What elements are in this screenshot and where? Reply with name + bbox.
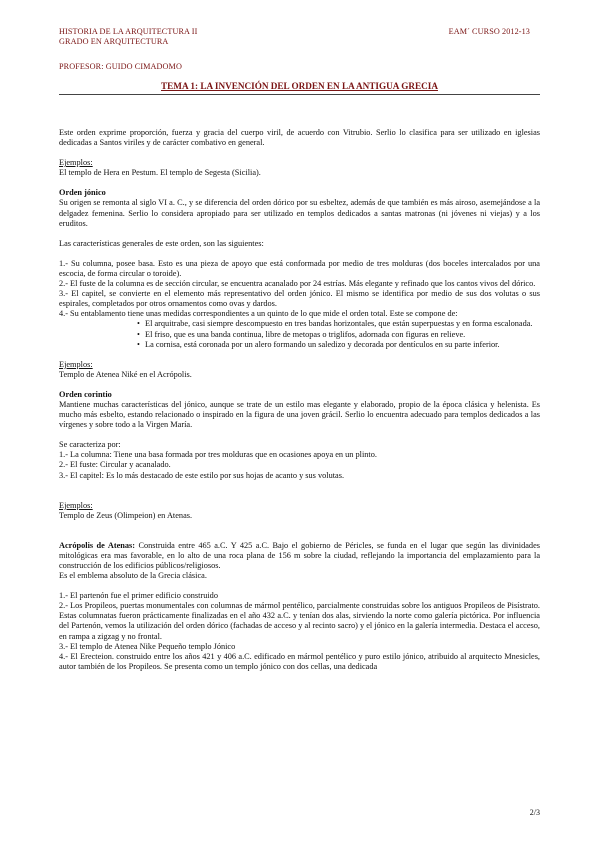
corinthian-intro: Mantiene muchas características del jónico, aunque se trate de un estilo mas elegante y elaborado, propio de la época clásica y helenista. Es mucho más esbelto, estando relacionado o inspirado en la figura de una joven grácil. Serlio lo encuentra adecuado para templos dedicados a las vírgenes y sobre todo a la Virgen María. [59, 399, 540, 430]
ionic-examples: Templo de Atenea Niké en el Acrópolis. [59, 369, 192, 379]
doric-examples-label: Ejemplos: [59, 158, 93, 168]
ionic-characteristics-intro: Las características generales de este orden, son las siguientes: [59, 238, 264, 248]
header-professor: PROFESOR: GUIDO CIMADOMO [59, 62, 182, 71]
header-school-year: EAM´ CURSO 2012-13 [448, 27, 530, 36]
ionic-item-1: 1.- Su columna, posee basa. Esto es una pieza de apoyo que está conformada por medio de tres molduras (dos boceles intercalados por una escocia, de forma circular o toroide). [59, 258, 540, 278]
corinthian-examples-label: Ejemplos: [59, 500, 93, 510]
title-rule [59, 94, 540, 95]
acropolis-item-2: 2.- Los Propileos, puertas monumentales con columnas de mármol pentélico, parcialmente construidas sobre los antiguos Propileos de Pisístrato. Estas columnatas fueron prácticamente finalizadas en el año 432 a.C. y tenían dos alas, sirviendo la norte como galería pictórica. Por influencia del Partenón, vemos la utilización del orden dórico (fachadas de acceso y al recinto sacro) y el jónico en la galería intermedia. Destaca el acceso, en rampa a zigzag y no frontal. [59, 601, 540, 641]
bullet-frieze: • El friso, que es una banda continua, libre de metopas o triglifos, adornada con figuras en relieve. [137, 330, 540, 340]
corinthian-characteristics-intro: Se caracteriza por: [59, 440, 121, 450]
page-title: TEMA 1: LA INVENCIÓN DEL ORDEN EN LA ANTIGUA GRECIA [161, 81, 438, 91]
corinthian-item-2: 2.- El fuste: Circular y acanalado. [59, 460, 171, 470]
entablature-bullet-list [59, 319, 540, 349]
header-course-info [59, 27, 197, 47]
corinthian-examples: Templo de Zeus (Olimpeion) en Atenas. [59, 510, 193, 520]
ionic-item-4: 4.- Su entablamento tiene unas medidas correspondientes a un quinto de lo que mide el orden total. Este se compone de: [59, 309, 458, 319]
bullet-architrave: • El arquitrabe, casi siempre descompuesto en tres bandas horizontales, que están superpuestas y en forma escalonada. [137, 319, 540, 329]
ionic-intro: Su origen se remonta al siglo VI a. C., y se diferencia del orden dórico por su esbeltez, además de que también es más airoso, asemejándose a la delgadez femenina. Serlio lo considera apropiado para ser utilizado en templos dedicados a santas matronas (ni jóvenes ni viejas) y a los eruditos. [59, 198, 540, 228]
header-subject: HISTORIA DE LA ARQUITECTURA II [59, 27, 198, 36]
corinthian-item-3: 3.- El capitel: Es lo más destacado de este estilo por sus hojas de acanto y sus volutas. [59, 470, 345, 480]
document-body [59, 128, 540, 672]
acropolis-heading: Acrópolis de Atenas: [59, 540, 136, 550]
acropolis-item-4: 4.- El Erecteion. construido entre los años 421 y 406 a.C. edificado en mármol pentélico y puro estilo jónico, atribuido al arquitecto Mnesicles, autor también de los Propileos. Se presenta como un templo jónico con dos cellas, una dedicada [59, 651, 540, 671]
ionic-examples-label: Ejemplos: [59, 359, 93, 369]
ionic-heading: Orden jónico [59, 188, 106, 198]
acropolis-intro: Construida entre 465 a.C. Y 425 a.C. Bajo el gobierno de Péricles, se funda en el lugar que según las divinidades mitológicas era mas favorable, en lo alto de una roca plana de 156 m sobre la ciudad, reflejando la importancia del emplazamiento para la construcción de los edificios públicos/religiosos. [59, 540, 540, 570]
acropolis-item-1: 1.- El partenón fue el primer edificio construido [59, 591, 218, 601]
acropolis-intro-paragraph [59, 541, 540, 571]
header-degree: GRADO EN ARQUITECTURA [59, 37, 169, 46]
corinthian-heading: Orden corintio [59, 389, 112, 399]
ionic-item-3: 3.- El capitel, se convierte en el elemento más representativo del orden jónico. El mismo se identifica por medio de sus dos volutas o sus espirales, completados por otros ornamentos como ovas y dardos. [59, 289, 540, 309]
acropolis-item-3: 3.- El templo de Atenea Nike Pequeño templo Jónico [59, 641, 236, 651]
doric-examples: El templo de Hera en Pestum. El templo de Segesta (Sicilia). [59, 168, 261, 178]
acropolis-emblem: Es el emblema absoluto de la Grecia clásica. [59, 571, 207, 581]
page-number: 2/3 [529, 808, 540, 817]
ionic-item-2: 2.- El fuste de la columna es de sección circular, se encuentra acanalado por 24 estrías. Más elegante y refinado que los cantos vivos del dórico. [59, 279, 536, 289]
corinthian-item-1: 1.- La columna: Tiene una basa formada por tres molduras que en ocasiones apoya en un plinto. [59, 450, 377, 460]
bullet-cornice: • La cornisa, está coronada por un alero formando un saledizo y decorada por dentículos en su parte inferior. [137, 340, 540, 350]
doric-intro: Este orden exprime proporción, fuerza y gracia del cuerpo viril, de acuerdo con Vitrubio. Serlio lo clasifica para ser utilizado en iglesias dedicadas a Santos viriles y de carácter combativo en general. [59, 128, 540, 148]
